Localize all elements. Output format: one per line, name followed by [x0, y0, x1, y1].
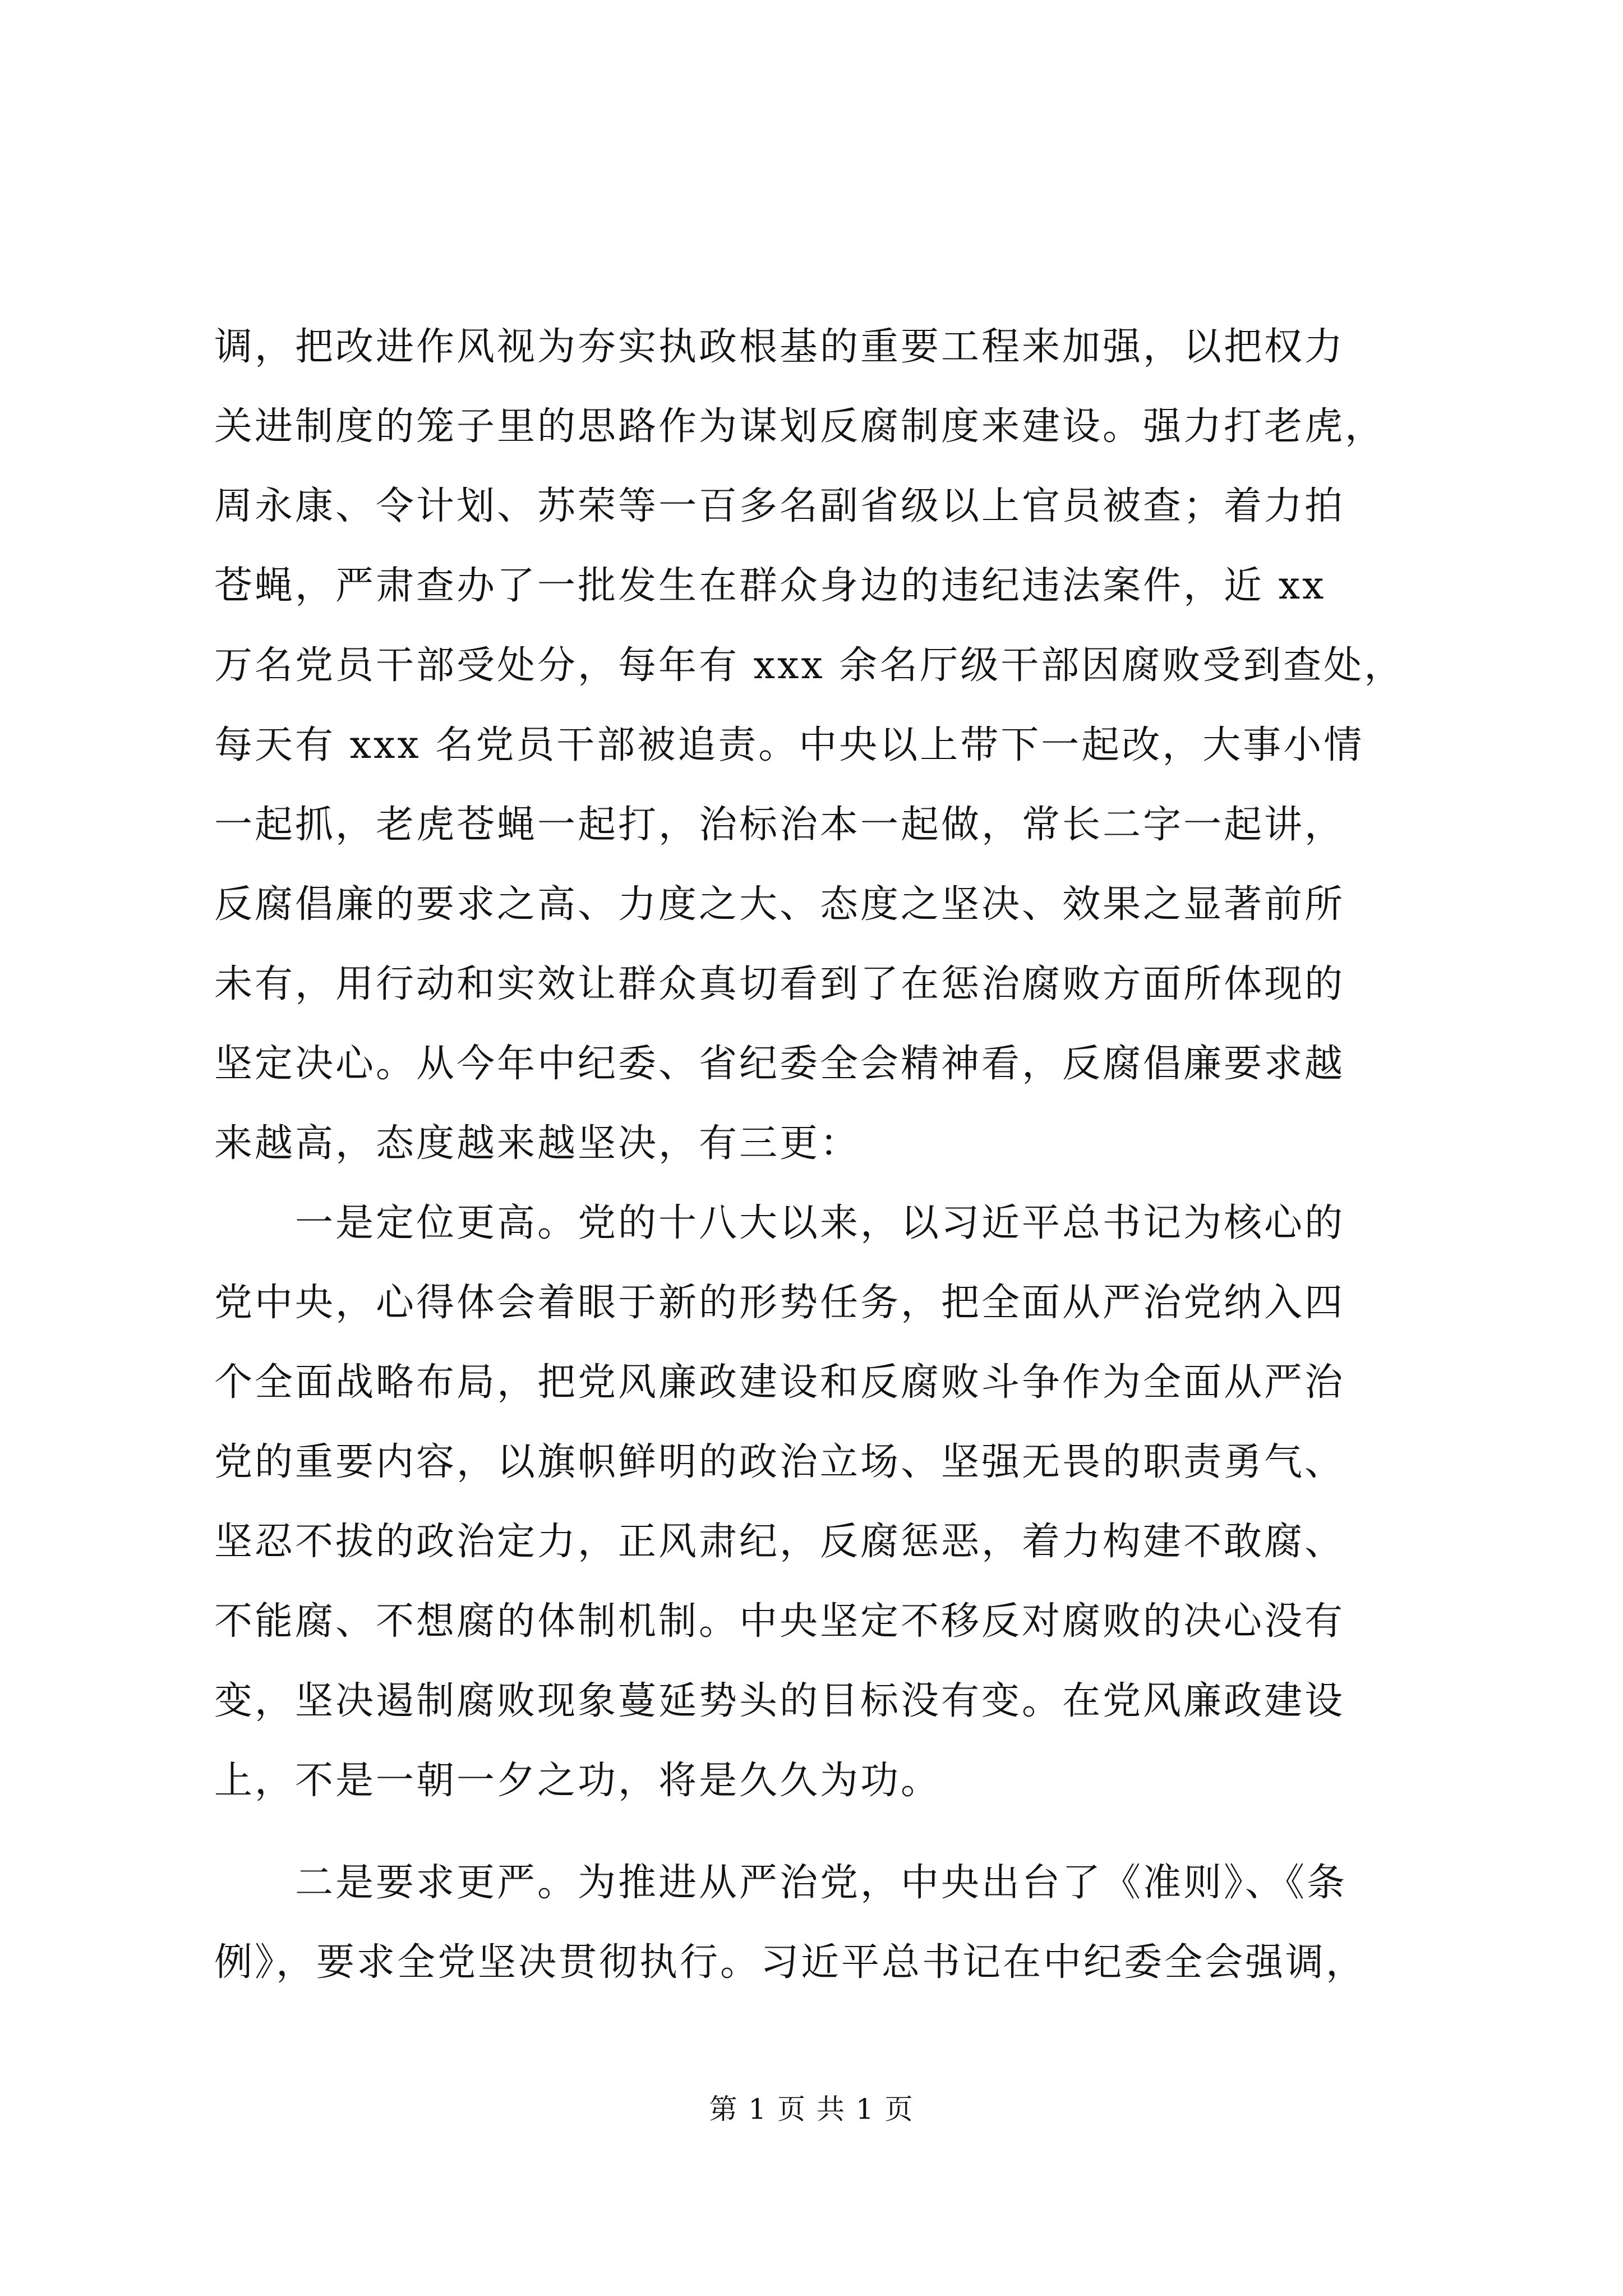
- text-line: 万名党员干部受处分，每年有 xxx 余名厅级干部因腐败受到查处，: [214, 643, 1405, 688]
- text-line: 一起抓，老虎苍蝇一起打，治标治本一起做，常长二字一起讲，: [214, 803, 1345, 847]
- text-line: 个全面战略布局，把党风廉政建设和反腐败斗争作为全面从严治: [214, 1360, 1345, 1405]
- text-line: 调，把改进作风视为夯实执政根基的重要工程来加强，以把权力: [214, 325, 1345, 369]
- paragraph-gap: [214, 1821, 1454, 1843]
- text-line: 坚定决心。从今年中纪委、省纪委全会精神看，反腐倡廉要求越: [214, 1042, 1345, 1086]
- text-line: 关进制度的笼子里的思路作为谋划反腐制度来建设。强力打老虎，: [214, 404, 1386, 449]
- text-line: 苍蝇，严肃查办了一批发生在群众身边的违纪违法案件，近 xx: [214, 564, 1326, 608]
- body-text: [214, 307, 1454, 2003]
- text-line: 例》，要求全党坚决贯彻执行。习近平总书记在中纪委全会强调，: [214, 1940, 1367, 1985]
- text-line: 党的重要内容，以旗帜鲜明的政治立场、坚强无畏的职责勇气、: [214, 1440, 1345, 1484]
- text-line: 每天有 xxx 名党员干部被追责。中央以上带下一起改，大事小情: [214, 723, 1364, 767]
- text-line: 上，不是一朝一夕之功，将是久久为功。: [214, 1759, 942, 1803]
- text-line: 来越高，态度越来越坚决，有三更：: [214, 1121, 861, 1166]
- text-line: 不能腐、不想腐的体制机制。中央坚定不移反对腐败的决心没有: [214, 1599, 1345, 1644]
- text-line: 变，坚决遏制腐败现象蔓延势头的目标没有变。在党风廉政建设: [214, 1679, 1345, 1723]
- paragraph-start-line: 一是定位更高。党的十八大以来，以习近平总书记为核心的: [214, 1201, 1345, 1245]
- page-number-footer: 第 1 页 共 1 页: [709, 2093, 914, 2125]
- paragraph-start-line: 二是要求更严。为推进从严治党，中央出台了《准则》、《条: [214, 1861, 1348, 1905]
- text-line: 周永康、令计划、苏荣等一百多名副省级以上官员被查；着力拍: [214, 484, 1345, 528]
- text-line: 党中央，心得体会着眼于新的形势任务，把全面从严治党纳入四: [214, 1281, 1345, 1325]
- text-line: 未有，用行动和实效让群众真切看到了在惩治腐败方面所体现的: [214, 962, 1345, 1006]
- text-line: 坚忍不拔的政治定力，正风肃纪，反腐惩恶，着力构建不敢腐、: [214, 1520, 1345, 1564]
- text-line: 反腐倡廉的要求之高、力度之大、态度之坚决、效果之显著前所: [214, 882, 1345, 927]
